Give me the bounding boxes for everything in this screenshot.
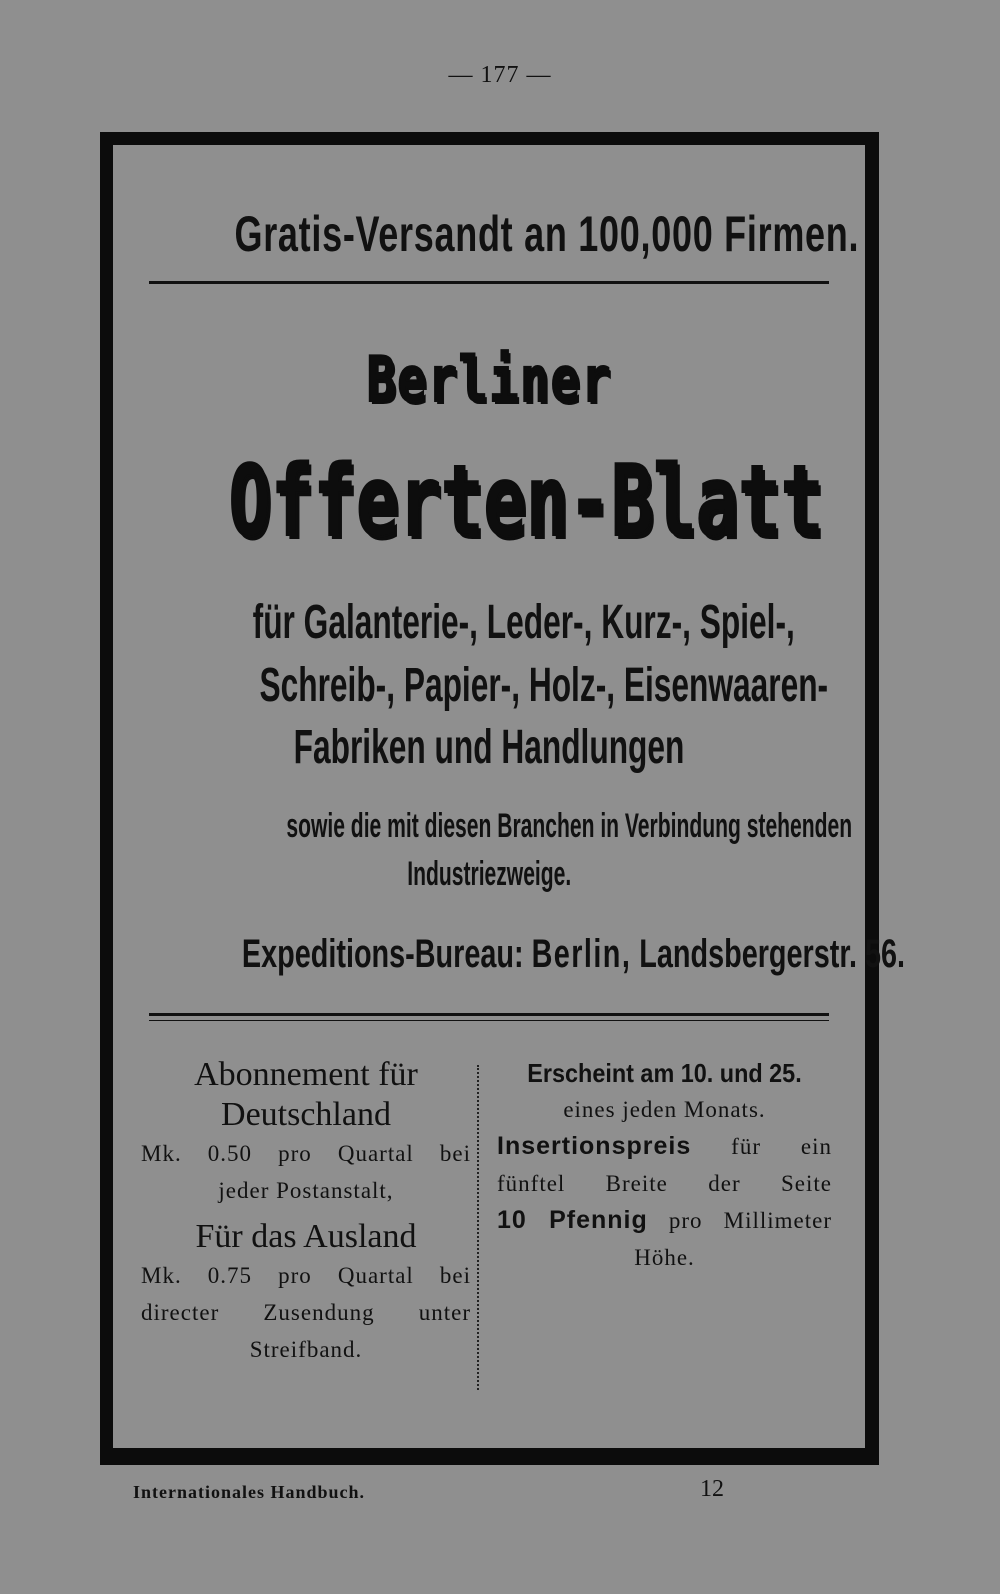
line-3: Fabriken und Handlungen xyxy=(293,721,685,774)
publication-column xyxy=(497,1055,832,1276)
insertion-line xyxy=(497,1128,832,1165)
expedition-line xyxy=(242,932,905,977)
price-deutschland-1: Mk. 0.50 pro Quartal bei xyxy=(141,1141,471,1166)
heading-ausland: Für das Ausland xyxy=(195,1218,417,1255)
line-2: Schreib-, Papier-, Holz-, Eisenwaaren- xyxy=(259,659,829,712)
headline-row xyxy=(113,205,865,263)
advertisement-frame xyxy=(100,132,906,1465)
industrie-row xyxy=(113,855,865,894)
insertion-label: Insertionspreis xyxy=(497,1132,692,1160)
title-top: Berliner xyxy=(366,343,612,416)
column-divider xyxy=(477,1065,485,1390)
section-rule-thin xyxy=(149,1020,829,1021)
headline: Gratis-Versandt an 100,000 Firmen. xyxy=(234,206,860,262)
price-deutschland-2: jeder Postanstalt, xyxy=(218,1178,394,1203)
hoehe-line: Höhe. xyxy=(634,1245,695,1270)
industrie-line: Industriezweige. xyxy=(407,855,571,893)
expedition-city: Berlin, xyxy=(531,932,632,976)
pfennig-label: 10 Pfennig xyxy=(497,1206,648,1234)
sowie-line: sowie die mit diesen Branchen in Verbindung stehenden xyxy=(286,807,853,845)
heading-deutschland-2: Deutschland xyxy=(221,1096,391,1133)
line-row-3 xyxy=(113,720,865,775)
pfennig-rest: pro Millimeter xyxy=(668,1208,833,1233)
breite-line: fünftel Breite der Seite xyxy=(497,1171,832,1196)
line-row-1 xyxy=(113,595,865,650)
erscheint-line: Erscheint am 10. und 25. xyxy=(527,1058,802,1088)
expedition-row xyxy=(113,932,906,977)
monats-line: eines jeden Monats. xyxy=(563,1097,766,1122)
insertion-rest: für ein xyxy=(731,1134,832,1159)
price-ausland-3: Streifband. xyxy=(249,1337,363,1362)
price-ausland-2: directer Zusendung unter xyxy=(141,1300,471,1325)
price-ausland-1: Mk. 0.75 pro Quartal bei xyxy=(141,1263,471,1288)
sowie-row xyxy=(113,807,865,846)
footer-signature: 12 xyxy=(700,1476,724,1502)
expedition-label: Expeditions-Bureau: xyxy=(241,932,524,976)
line-1: für Galanterie-, Leder-, Kurz-, Spiel-, xyxy=(252,596,795,649)
page-number: — 177 — xyxy=(448,62,552,88)
title-main-row xyxy=(113,445,865,559)
subscription-column xyxy=(141,1055,471,1368)
section-rule-thick xyxy=(149,1013,829,1016)
heading-deutschland-1: Abonnement für xyxy=(194,1056,418,1093)
pfennig-line xyxy=(497,1202,832,1239)
headline-rule xyxy=(149,281,829,284)
title-top-row xyxy=(113,343,865,416)
line-row-2 xyxy=(113,658,865,713)
footer-title: Internationales Handbuch. xyxy=(133,1482,366,1502)
title-main: Offerten-Blatt xyxy=(228,445,824,559)
expedition-street: Landsbergerstr. 56. xyxy=(639,932,906,976)
